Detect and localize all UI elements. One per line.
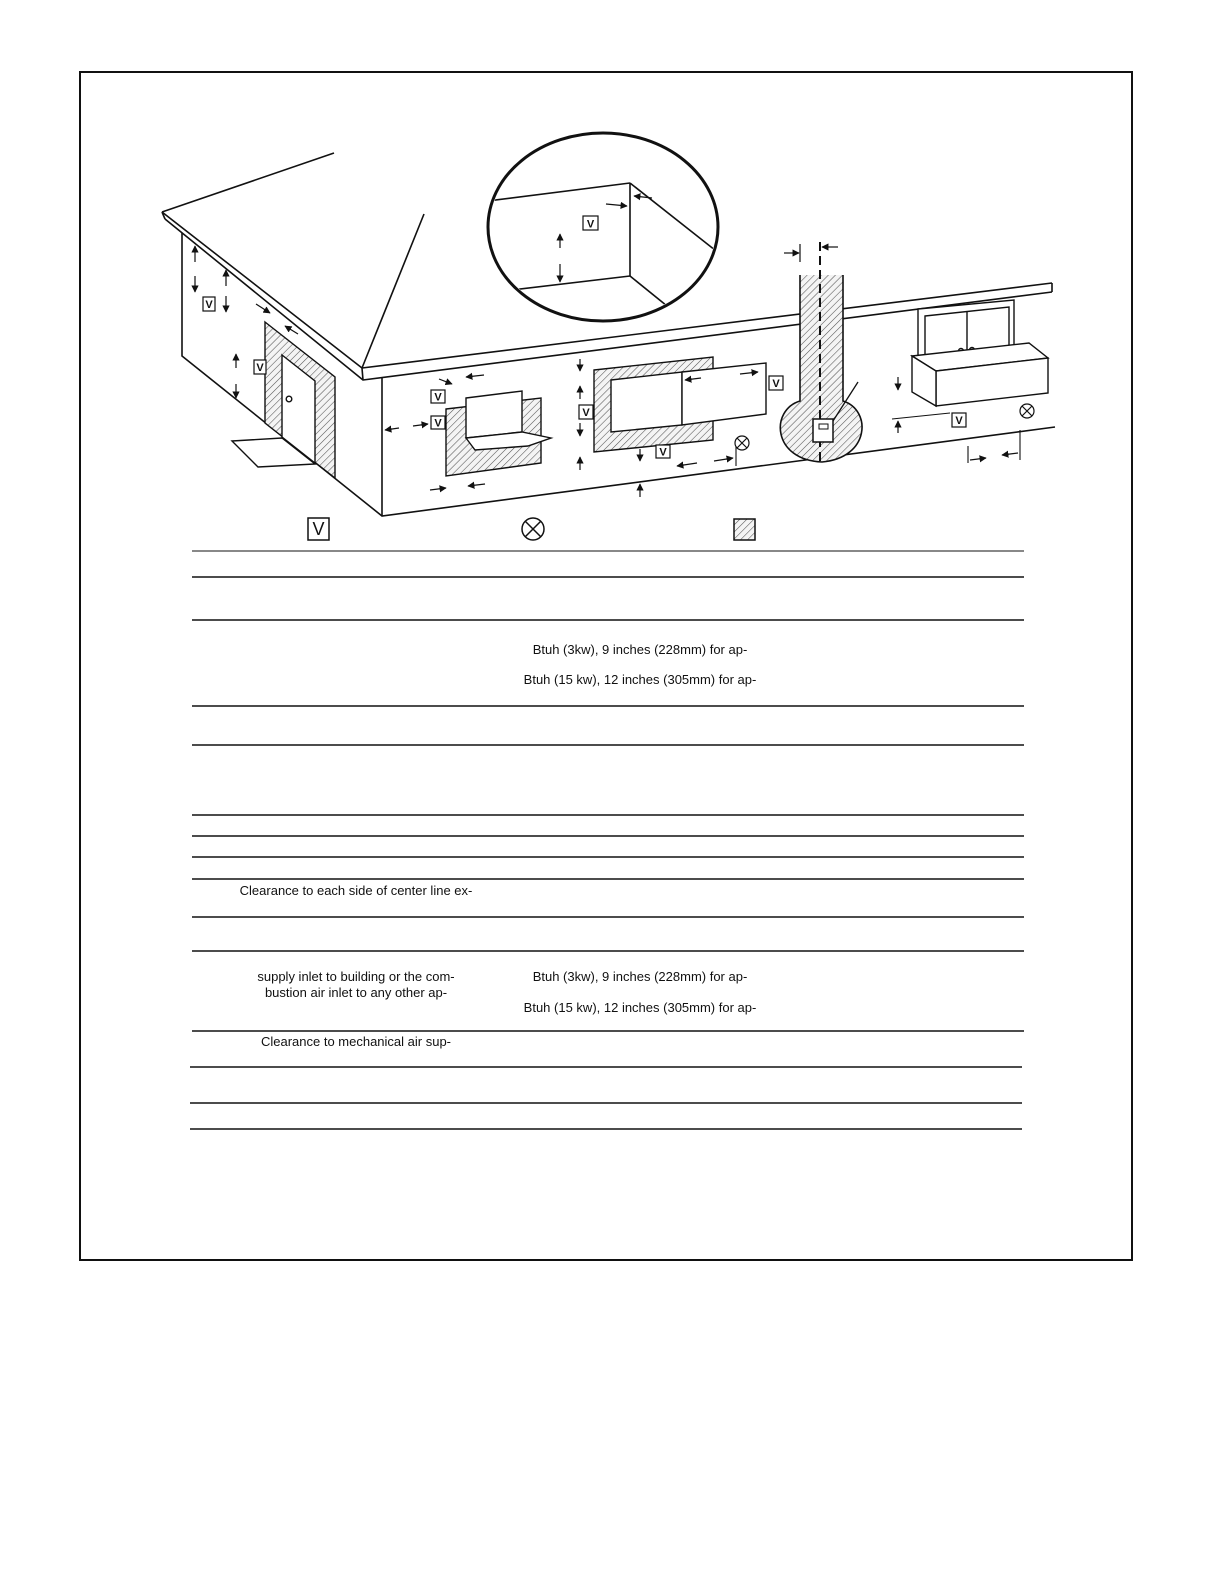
vent-terminal-icon (656, 445, 670, 459)
vent-terminal-icon (769, 376, 783, 390)
air-supply-inlet-icon (1020, 404, 1034, 418)
vent-terminal-icon (952, 413, 966, 427)
restricted-area-hatch-icon (734, 519, 755, 540)
vent-terminal-label: V (955, 415, 963, 427)
table-cell-clearance: Btuh (15 kw), 12 inches (305mm) for ap- (523, 1000, 757, 1015)
magnified-inset (480, 133, 720, 321)
vent-terminal-icon (254, 360, 266, 374)
vent-terminal-label: V (659, 446, 667, 459)
legend (308, 518, 755, 540)
vent-terminal-icon (308, 518, 329, 540)
vent-terminal-label: V (772, 378, 780, 390)
vent-terminal-icon (431, 390, 445, 404)
wall-vent-opening (446, 391, 551, 476)
legend-vent-terminal-label: V (312, 519, 325, 539)
table-cell-clearance: Btuh (3kw), 9 inches (228mm) for ap- (532, 642, 748, 657)
table-cell-clearance: Btuh (15 kw), 12 inches (305mm) for ap- (523, 672, 757, 687)
vent-terminal-label: V (434, 417, 442, 430)
vent-stack (780, 242, 862, 462)
door-knob (286, 396, 292, 402)
vent-terminal-icon (203, 297, 215, 311)
vent-terminal-label: V (582, 407, 590, 419)
vent-terminal-label: V (586, 218, 595, 231)
table-cell-clearance: Btuh (3kw), 9 inches (228mm) for ap- (532, 969, 748, 984)
vent-terminal-icon (579, 405, 593, 419)
table-cell-description: Clearance to each side of center line ex- (239, 883, 473, 898)
air-supply-inlet-icon (522, 518, 544, 540)
vent-terminal-icon (583, 216, 598, 231)
vent-terminal-label: V (205, 299, 213, 311)
air-supply-inlet-icon (735, 436, 749, 450)
gas-meter (813, 419, 833, 442)
vent-terminal-label: V (256, 362, 264, 374)
table-cell-description: bustion air inlet to any other ap- (264, 985, 448, 1000)
table-cell-description: supply inlet to building or the com- (257, 969, 455, 984)
dimension-extension-lines (736, 413, 1020, 466)
table-cell-description: Clearance to mechanical air sup- (260, 1034, 452, 1049)
patio-door-and-planter (912, 300, 1048, 406)
vent-terminal-label: V (434, 391, 442, 404)
vent-terminal-icon (431, 416, 445, 430)
